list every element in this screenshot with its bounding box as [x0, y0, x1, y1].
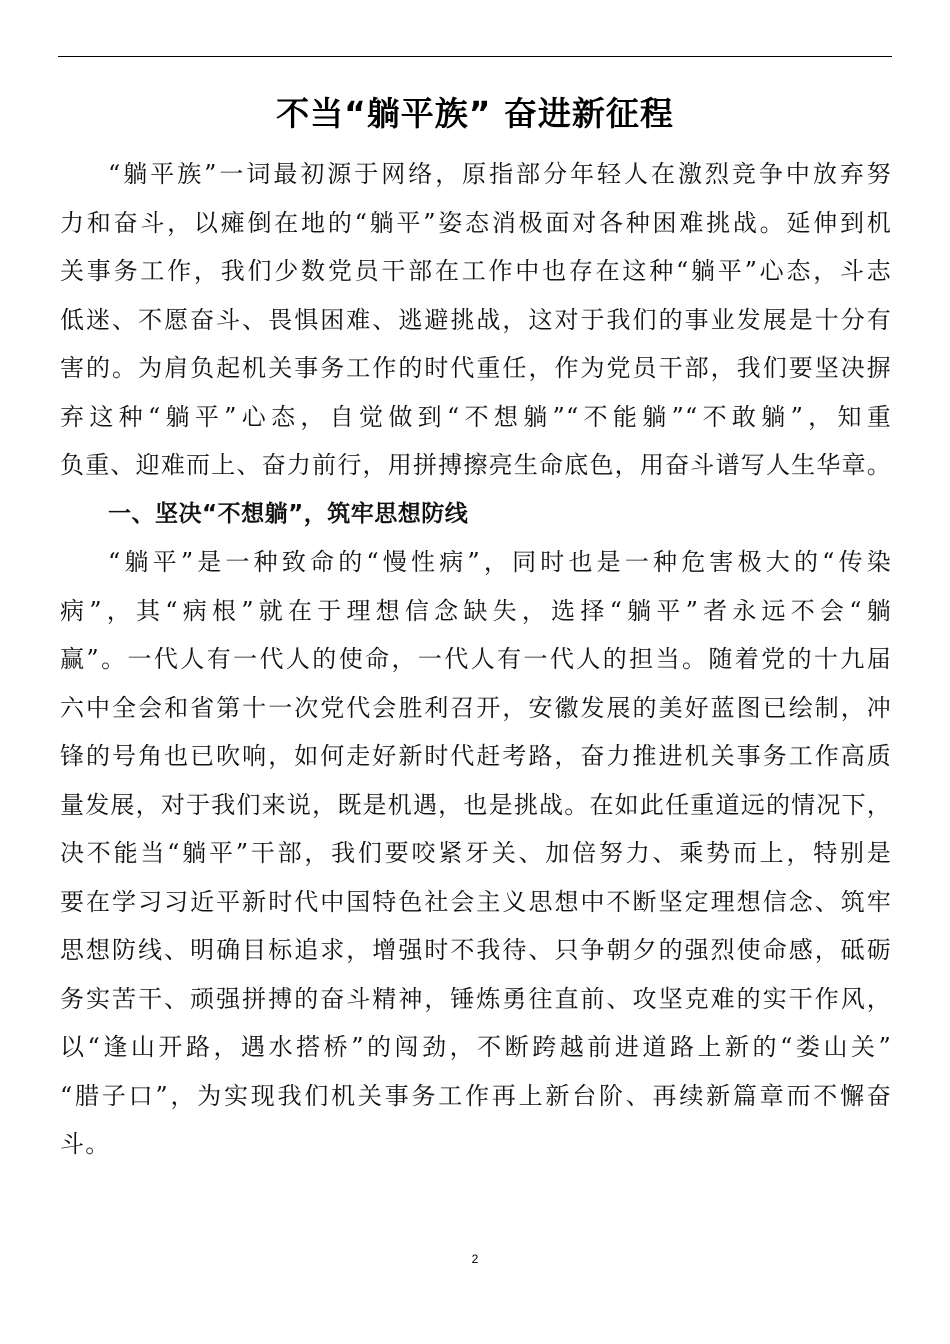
text-line: 赢”。一代人有一代人的使命，一代人有一代人的担当。随着党的十九届: [60, 645, 892, 673]
text-line: “躺平族”一词最初源于网络，原指部分年轻人在激烈竞争中放弃努: [108, 160, 892, 188]
text-line: 低迷、不愿奋斗、畏惧困难、逃避挑战，这对于我们的事业发展是十分有: [60, 305, 892, 334]
text-line: 关事务工作，我们少数党员干部在工作中也存在这种“躺平”心态，斗志: [60, 257, 892, 285]
text-line: 斗。: [60, 1130, 111, 1158]
text-line: 力和奋斗，以瘫倒在地的“躺平”姿态消极面对各种困难挑战。延伸到机: [60, 208, 892, 237]
text-line: 以“逢山开路，遇水搭桥”的闯劲，不断跨越前进道路上新的“娄山关”: [60, 1033, 892, 1061]
section-heading: 一、坚决“不想躺”，筑牢思想防线: [108, 500, 469, 527]
text-line: “躺平”是一种致命的“慢性病”，同时也是一种危害极大的“传染: [108, 548, 892, 576]
text-line: 负重、迎难而上、奋力前行，用拼搏擦亮生命底色，用奋斗谱写人生华章。: [60, 451, 892, 479]
header-rule: [58, 56, 892, 57]
text-line: 量发展，对于我们来说，既是机遇，也是挑战。在如此任重道远的情况下，: [60, 790, 892, 819]
text-line: 病”，其“病根”就在于理想信念缺失，选择“躺平”者永远不会“躺: [60, 596, 892, 625]
text-line: 要在学习习近平新时代中国特色社会主义思想中不断坚定理想信念、筑牢: [60, 887, 892, 916]
text-line: 决不能当“躺平”干部，我们要咬紧牙关、加倍努力、乘势而上，特别是: [60, 839, 892, 867]
paragraph-section-1: [60, 538, 892, 1169]
text-line: 六中全会和省第十一次党代会胜利召开，安徽发展的美好蓝图已绘制，冲: [60, 693, 892, 722]
text-line: 思想防线、明确目标追求，增强时不我待、只争朝夕的强烈使命感，砥砺: [60, 936, 892, 964]
text-line: 锋的号角也已吹响，如何走好新时代赶考路，奋力推进机关事务工作高质: [60, 742, 892, 770]
document-body: [60, 150, 892, 1169]
text-line: 弃这种“躺平”心态，自觉做到“不想躺”“不能躺”“不敢躺”，知重: [60, 402, 892, 431]
text-line: 务实苦干、顽强拼搏的奋斗精神，锤炼勇往直前、攻坚克难的实干作风，: [60, 984, 892, 1013]
page-number: 2: [471, 1252, 479, 1266]
paragraph-intro: [60, 150, 892, 490]
text-line: “腊子口”，为实现我们机关事务工作再上新台阶、再续新篇章而不懈奋: [60, 1081, 892, 1110]
text-line: 害的。为肩负起机关事务工作的时代重任，作为党员干部，我们要坚决摒: [60, 354, 892, 382]
document-title: 不当“躺平族” 奋进新征程: [276, 94, 674, 133]
